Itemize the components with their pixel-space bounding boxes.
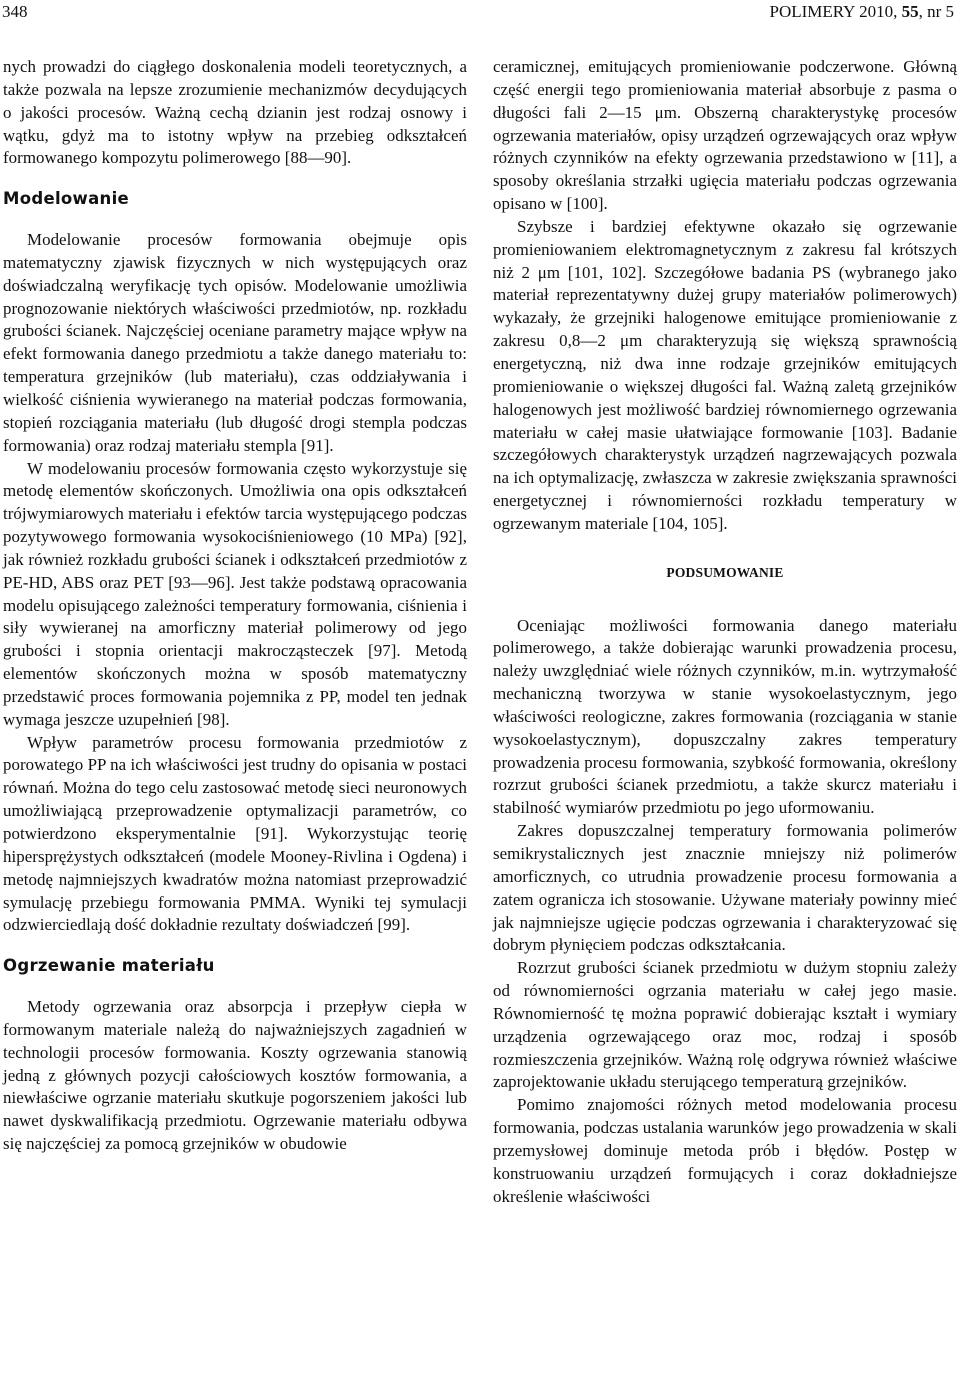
journal-name: POLIMERY 2010, [769,2,898,21]
paragraph: Oceniając możliwości formowania danego materiału polimerowego, a także dobierając warunki prowadzenia procesu, należy uwzględniać wiele różnych czynników, m.in. wytrzymałość mechaniczną tworzywa w stanie wysokoelastycznym, jego właściwości reologiczne, zakres formowania (rozciągania w stanie wysokoelastycznym), dopuszczalny zakres temperatury prowadzenia procesu formowania, szybkość formowania, określony rozrzut grubości ścianek przedmiotu, a także skurcz materiału i stabilność wymiarów przedmiotu po jego uformowaniu. [493,615,957,818]
journal-volume: 55 [901,2,919,21]
paragraph-continuation: nych prowadzi do ciągłego doskonalenia modeli teoretycznych, a także pozwala na lepsze zrozumienie mechanizmów decydujących o jakości procesów. Ważną cechą dzianin jest rodzaj osnowy i wątku, gdyż ma to istotny wpływ na przebieg odkształceń formowanego kompozytu polimerowego [88—90]. [3,57,467,168]
section-heading-ogrzewanie: Ogrzewanie materiału [3,956,215,976]
paragraph: Zakres dopuszczalnej temperatury formowania polimerów semikrystalicznych jest znacznie mniejszy niż polimerów amorficznych, co utrudnia prowadzenie procesu formowania a zatem ogranicza ich stosowanie. Używane materiały powinny mieć jak najmniejsze ugięcie podczas ogrzewania i charakteryzować się dobrym płynięciem podczas odkształcania. [493,821,957,955]
paragraph-continuation: ceramicznej, emitujących promieniowanie podczerwone. Główną część energii tego promieniowania materiał absorbuje z pasma o długości fali 2—15 μm. Obszerną charakterystykę procesów ogrzewania materiałów, opisy urządzeń ogrzewających oraz wpływ różnych czynników na efekty ogrzewania przedstawiono w [11], a sposoby określania strzałki ugięcia materiału podczas ogrzewania opisano w [100]. [493,57,957,214]
paragraph: Pomimo znajomości różnych metod modelowania procesu formowania, podczas ustalania warunków jego prowadzenia w skali przemysłowej dominuje metoda prób i błędów. Postęp w konstruowaniu urządzeń formujących i coraz dokładniejsze określenie właściwości [493,1095,957,1206]
journal-issue: , nr 5 [918,2,954,21]
journal-citation [770,2,955,22]
paragraph: Metody ogrzewania oraz absorpcja i przepływ ciepła w formowanym materiale należą do najważniejszych zagadnień w technologii procesów formowania. Koszty ogrzewania stanowią jedną z głównych pozycji całościowych kosztów formowania, a niewłaściwe ogrzanie materiału skutkuje pogorszeniem jakości lub nawet dyskwalifikacją przedmiotu. Ogrzewanie materiału odbywa się najczęściej za pomocą grzejników w obudowie [3,997,467,1154]
section-heading-modelowanie: Modelowanie [3,189,130,209]
page-number: 348 [2,2,28,21]
left-column [3,56,467,1156]
paragraph: Modelowanie procesów formowania obejmuje opis matematyczny zjawisk fizycznych w nich występujących oraz doświadczalną weryfikację tych opisów. Modelowanie umożliwia prognozowanie niektórych właściwości przedmiotów, np. rozkładu grubości ścianek. Najczęściej oceniane parametry mające wpływ na efekt formowania danego przedmiotu a także danego materiału to: temperatura grzejników (lub materiału), czas oddziaływania i wielkość ciśnienia wywieranego na materiał podczas formowania, stopień rozciągania materiału (lub długość drogi stempla podczas formowania) oraz rodzaj materiału stempla [91]. [3,230,467,455]
paragraph: W modelowaniu procesów formowania często wykorzystuje się metodę elementów skończonych. Umożliwia ona opis odkształceń trójwymiarowych materiału i efektów tarcia występującego podczas pozytywowego formowania wysokociśnieniowego (10 MPa) [92], jak również rozkładu grubości ścianek i odkształceń przedmiotów z PE-HD, ABS oraz PET [93—96]. Jest także podstawą opracowania modelu opisującego zależności temperatury formowania, ciśnienia i siły wywieranej na amorficzny materiał polimerowy od jego grubości i stopnia orientacji makrocząsteczek [97]. Metodą elementów skończonych można w sposób matematyczny przedstawić proces formowania pojemnika z PP, model ten jednak wymaga jeszcze uzupełnień [98]. [3,458,467,729]
running-header [0,2,960,26]
section-heading-podsumowanie: PODSUMOWANIE [666,564,784,580]
paragraph: Szybsze i bardziej efektywne okazało się ogrzewanie promieniowaniem elektromagnetycznym z zakresu fal krótszych niż 2 μm [101, 102]. Szczegółowe badania PS (wybranego jako materiał reprezentatywny dużej grupy materiałów polimerowych) wykazały, że grzejniki halogenowe emitujące promieniowanie z zakresu 0,8—2 μm charakteryzują się większą sprawnością energetyczną, niż dwa inne rodzaje grzejników emitujących promieniowanie o większej długości fal. Ważną zaletą grzejników halogenowych jest możliwość bardziej równomiernego ogrzewania materiału w całej masie ułatwiające formowanie [103]. Badanie szczegółowych charakterystyk urządzeń nagrzewających pozwala na ich optymalizację, zwłaszcza w zakresie zwiększania sprawności energetycznej i równomierności rozkładu temperatury w ogrzewanym materiale [104, 105]. [493,216,957,533]
paragraph: Rozrzut grubości ścianek przedmiotu w dużym stopniu zależy od równomierności ogrzania materiału w całej jego masie. Równomierność tę można poprawić dobierając kształt i wymiary urządzenia ogrzewającego oraz moc, rodzaj i sposób rozmieszczenia grzejników. Ważną rolę odgrywa również właściwe zaprojektowanie układu sterującego temperaturą grzejników. [493,958,957,1092]
right-column [493,56,957,1209]
paragraph: Wpływ parametrów procesu formowania przedmiotów z porowatego PP na ich właściwości jest trudny do opisania w postaci równań. Można do tego celu zastosować metodę sieci neuronowych umożliwiającą przeprowadzenie optymalizacji parametrów, co potwierdzono eksperymentalnie [91]. Wykorzystując teorię hipersprężystych odkształceń (modele Mooney-Rivlina i Ogdena) i metodę najmniejszych kwadratów można natomiast przeprowadzić symulację przebiegu formowania PMMA. Wyniki tej symulacji odzwierciedlają dość dokładnie rezultaty doświadczeń [99]. [3,732,467,935]
